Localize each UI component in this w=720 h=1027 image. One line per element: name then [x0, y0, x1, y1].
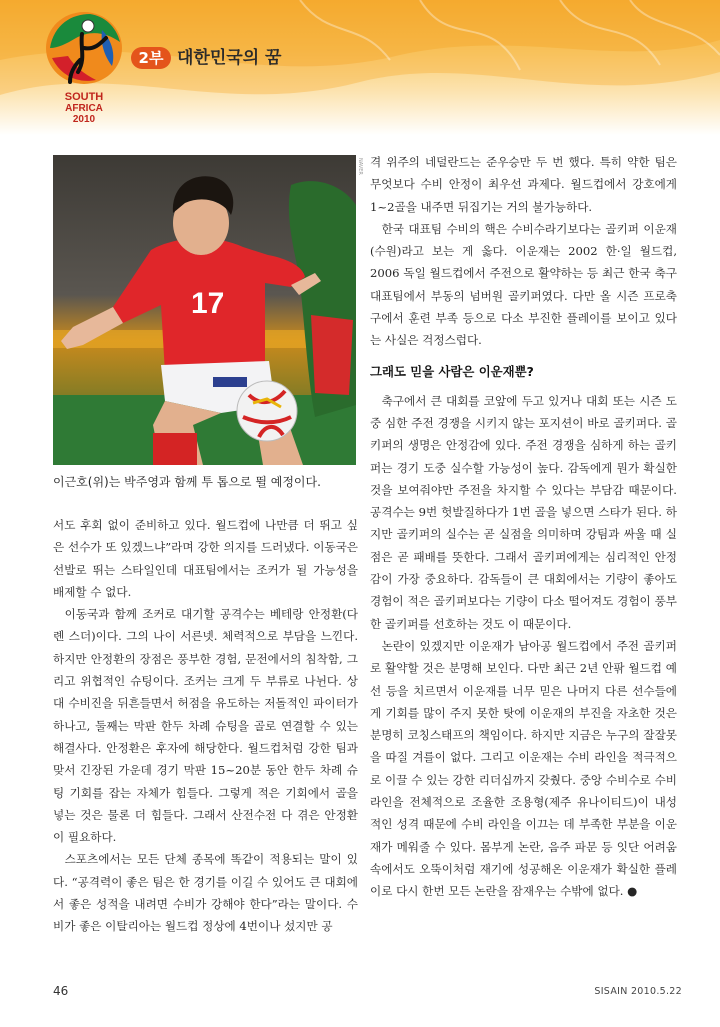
page-header [0, 0, 720, 135]
article-paragraph: 축구에서 큰 대회를 코앞에 두고 있거나 대회 또는 시즌 도중 심한 주전 경쟁을 시키지 않는 포지션이 바로 골키퍼다. 골키퍼의 생명은 안정감에 있다. 주전 경쟁을 심하게 하는 골키퍼는 경기 도중 실수할 가능성이 높다. 감독에게 뭔가 확실한 것을 보여줘야만 주전을 차지할 수 있다는 부담감 때문이다. 공격수는 9번 헛발질하다가 1번 골을 넣으면 스타가 된다. 하지만 골키퍼의 실수는 곧 실점을 의미하며 강팀과 싸울 때 실점은 곧 패배를 뜻한다. 그래서 골키퍼에게는 심리적인 안정감이 가장 중요하다. 감독들이 큰 대회에서는 기량이 좋아도 경험이 적은 골키퍼보다는 기량이 다소 떨어져도 경험이 풍부한 골키퍼를 선호하는 것도 이 때문이다. [370, 393, 677, 631]
section-title: 대한민국의 꿈 [177, 48, 282, 68]
magazine-issue: SISAIN 2010.5.22 [594, 986, 682, 997]
jersey-number: 17 [191, 287, 225, 320]
article-paragraph: 한국 대표팀 수비의 핵은 수비수라기보다는 골키퍼 이운재(수원)라고 보는 게 옳다. 이운재는 2002 한·일 월드컵, 2006 독일 월드컵에서 주전으로 활약하는 등 최근 한국 축구대표팀에서 부동의 넘버원 골키퍼였다. 다만 올 시즌 프로축구에서 훈련 부족 등으로 다소 부진한 플레이를 보이고 있다는 사실은 걱정스럽다. [370, 221, 677, 348]
page-number: 46 [53, 984, 69, 998]
article-paragraph: 이동국과 함께 조커로 대기할 공격수는 베테랑 안정환(다롄 스더)이다. 그의 나이 서른넷. 체력적으로 부담을 느낀다. 하지만 안정환의 장점은 풍부한 경험, 문전에서의 침착함, 그리고 위협적인 슈팅이다. 조커는 크게 두 부류로 나뉜다. 상대 수비진을 뒤흔들면서 허점을 유도하는 저돌적인 파이터가 하나고, 둘째는 막판 한두 차례 슈팅을 골로 연결할 수 있는 해결사다. 안정환은 후자에 해당한다. 월드컵처럼 강한 팀과 맞서 긴장된 가운데 경기 막판 15~20분 동안 한두 차례 슈팅 기회를 잡는 자체가 힘들다. 그렇게 적은 기회에서 골을 넣는 것은 물론 더 힘들다. 그래서 산전수전 다 겪은 안정환이 필요하다. [53, 607, 358, 845]
article-column-left [53, 514, 358, 938]
player-photo [53, 155, 356, 465]
article-paragraph: 서도 후회 없이 준비하고 있다. 월드컵에 나만큼 더 뛰고 싶은 선수가 또 있겠느냐”라며 강한 의지를 드러냈다. 이동국은 선발로 뛰는 스타일인데 대표팀에서는 조커가 될 가능성을 배제할 수 없다. [53, 518, 358, 599]
article-paragraph-last [370, 635, 677, 903]
article-column-right [370, 151, 677, 903]
part-badge: 2부 [131, 47, 171, 69]
article-paragraph: 스포츠에서는 모든 단체 종목에 똑같이 적용되는 말이 있다. “공격력이 좋은 팀은 한 경기를 이길 수 있어도 큰 대회에서 좋은 성적을 내려면 수비가 강해야 한다”라는 말이다. 수비가 좋은 이탈리아는 월드컵 정상에 4번이나 섰지만 공 [53, 852, 358, 934]
bullet-end-icon: ● [627, 884, 638, 899]
logo-text-line3: 2010 [72, 114, 96, 125]
world-cup-logo-icon [40, 8, 128, 126]
article-paragraph-text: 논란이 있겠지만 이운재가 남아공 월드컵에서 주전 골키퍼로 활약할 것은 분명해 보인다. 다만 최근 2년 안팎 월드컵 예선 등을 치르면서 이운재를 너무 믿은 나머지 다른 선수들에게 기회를 많이 주지 못한 탓에 이운재의 부진을 자초한 것은 분명히 코칭스태프의 책임이다. 하지만 지금은 누구의 잘잘못을 따질 겨를이 없다. 그리고 이운재는 수비 라인을 적극적으로 이끌 수 있는 강한 리더십까지 갖췄다. 중앙 수비수로 수비 라인을 전체적으로 조율한 조용형(제주 유나이티드)이 내성적인 성격 때문에 수비 라인을 이끄는 데 부족한 부분을 이운재가 메워줄 수 있다. 몸부게 논란, 음주 파문 등 잇단 어려움 속에서도 오뚝이처럼 재기에 성공해온 이운재가 확실한 플레이로 다시 한번 모든 논란을 잠재우는 수밖에 없다. [370, 638, 677, 899]
logo-text-line1: SOUTH [64, 91, 104, 103]
article-paragraph: 격 위주의 네덜란드는 준우승만 두 번 했다. 특히 약한 팀은 무엇보다 수비 안정이 최우선 과제다. 월드컵에서 강호에게 1~2골을 내주면 뒤집기는 거의 불가능하다. [370, 155, 677, 214]
logo-text-line2: AFRICA [65, 103, 103, 114]
article-subheading: 그래도 믿을 사람은 이운재뿐? [370, 363, 534, 379]
photo-caption: 이근호(위)는 박주영과 함께 투 톱으로 뛸 예정이다. [53, 475, 321, 489]
photo-credit: NAVER [357, 158, 363, 175]
